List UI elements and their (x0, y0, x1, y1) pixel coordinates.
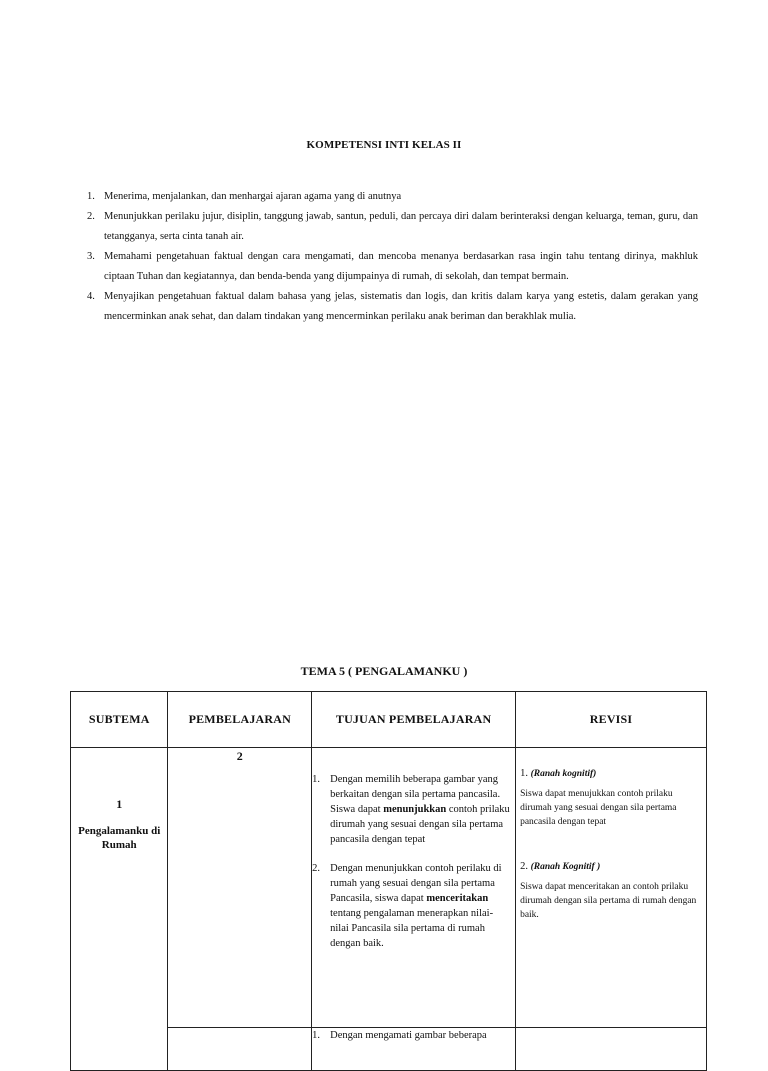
tujuan-number: 1. (312, 1030, 320, 1041)
kompetensi-item (84, 207, 698, 247)
header-tujuan: TUJUAN PEMBELAJARAN (312, 692, 516, 748)
revisi-body: Siswa dapat menceritakan an contoh prilaku dirumah dengan sila pertama di rumah dengan baik. (520, 882, 697, 920)
item-text: Menyajikan pengetahuan faktual dalam bahasa yang jelas, sistematis dan logis, dan kritis dalam karya yang estetis, dalam gerakan yang mencerminkan anak sehat, dan dalam tindakan yang mencerminkan perilaku anak beriman dan berakhlak mulia. (104, 291, 698, 322)
revisi-cell (516, 748, 707, 1028)
item-number: 2. (87, 211, 95, 222)
subtema-cell (71, 748, 168, 1071)
revisi-cell (516, 1028, 707, 1071)
header-revisi: REVISI (516, 692, 707, 748)
header-subtema: SUBTEMA (71, 692, 168, 748)
tujuan-text-post: contoh prilaku dirumah yang sesuai dengan sila pertama pancasila dengan tepat (330, 804, 510, 845)
tujuan-number: 1. (312, 774, 320, 785)
pembelajaran-cell (168, 1028, 312, 1071)
tujuan-text-post: tentang pengalaman menerapkan nilai-nilai Pancasila sila pertama di rumah dengan baik. (330, 908, 494, 949)
item-number: 3. (87, 251, 95, 262)
tema-table (70, 691, 707, 1071)
tujuan-item (312, 861, 511, 951)
kompetensi-list (84, 187, 698, 327)
item-text: Memahami pengetahuan faktual dengan cara mengamati, dan mencoba menanya berdasarkan rasa ingin tahu tentang dirinya, makhluk ciptaan Tuhan dan kegiatannya, dan benda-benda yang dijumpainya di rumah, di sekolah, dan tempat bermain. (104, 251, 698, 282)
tujuan-cell (312, 748, 516, 1028)
item-number: 4. (87, 291, 95, 302)
pembelajaran-cell: 2 (168, 748, 312, 1028)
tujuan-text: Dengan mengamati gambar beberapa (330, 1030, 487, 1041)
tujuan-list (312, 1028, 511, 1043)
subtema-name: Pengalamanku di Rumah (78, 825, 161, 851)
tujuan-item (312, 1028, 511, 1043)
revisi-label: (Ranah Kognitif ) (530, 862, 601, 872)
kompetensi-item (84, 187, 698, 207)
revisi-number: 1. (520, 768, 528, 779)
tujuan-verb: menunjukkan (383, 804, 447, 815)
revisi-heading (520, 861, 702, 872)
header-pembelajaran: PEMBELAJARAN (168, 692, 312, 748)
revisi-heading (520, 768, 702, 779)
item-text: Menerima, menjalankan, dan menhargai ajaran agama yang di anutnya (104, 191, 402, 202)
tujuan-verb: menceritakan (426, 893, 489, 904)
revisi-number: 2. (520, 861, 528, 872)
subtema-number: 1 (116, 797, 123, 811)
kompetensi-item (84, 247, 698, 287)
table-row (71, 748, 707, 1028)
tujuan-text-pre: Dengan menunjukkan contoh perilaku di rumah yang sesuai dengan sila pertama Pancasila, siswa dapat (330, 863, 502, 904)
revisi-body: Siswa dapat menujukkan contoh prilaku dirumah yang sesuai dengan sila pertama pancasila dengan tepat (520, 789, 677, 827)
tema-title: TEMA 5 ( PENGALAMANKU ) (300, 664, 468, 678)
tujuan-list (312, 772, 511, 951)
tujuan-number: 2. (312, 863, 320, 874)
table-header-row (71, 692, 707, 748)
kompetensi-item (84, 287, 698, 327)
item-text: Menunjukkan perilaku jujur, disiplin, tanggung jawab, santun, peduli, dan percaya diri dalam berinteraksi dengan keluarga, teman, guru, dan tetangganya, serta cinta tanah air. (104, 211, 698, 242)
tujuan-cell (312, 1028, 516, 1071)
tujuan-item (312, 772, 511, 847)
item-number: 1. (87, 191, 95, 202)
tujuan-text-pre: Dengan memilih beberapa gambar yang berkaitan dengan sila pertama pancasila. Siswa dapat (330, 774, 501, 815)
revisi-label: (Ranah kognitif) (530, 769, 597, 779)
kompetensi-title: KOMPETENSI INTI KELAS II (306, 139, 462, 151)
